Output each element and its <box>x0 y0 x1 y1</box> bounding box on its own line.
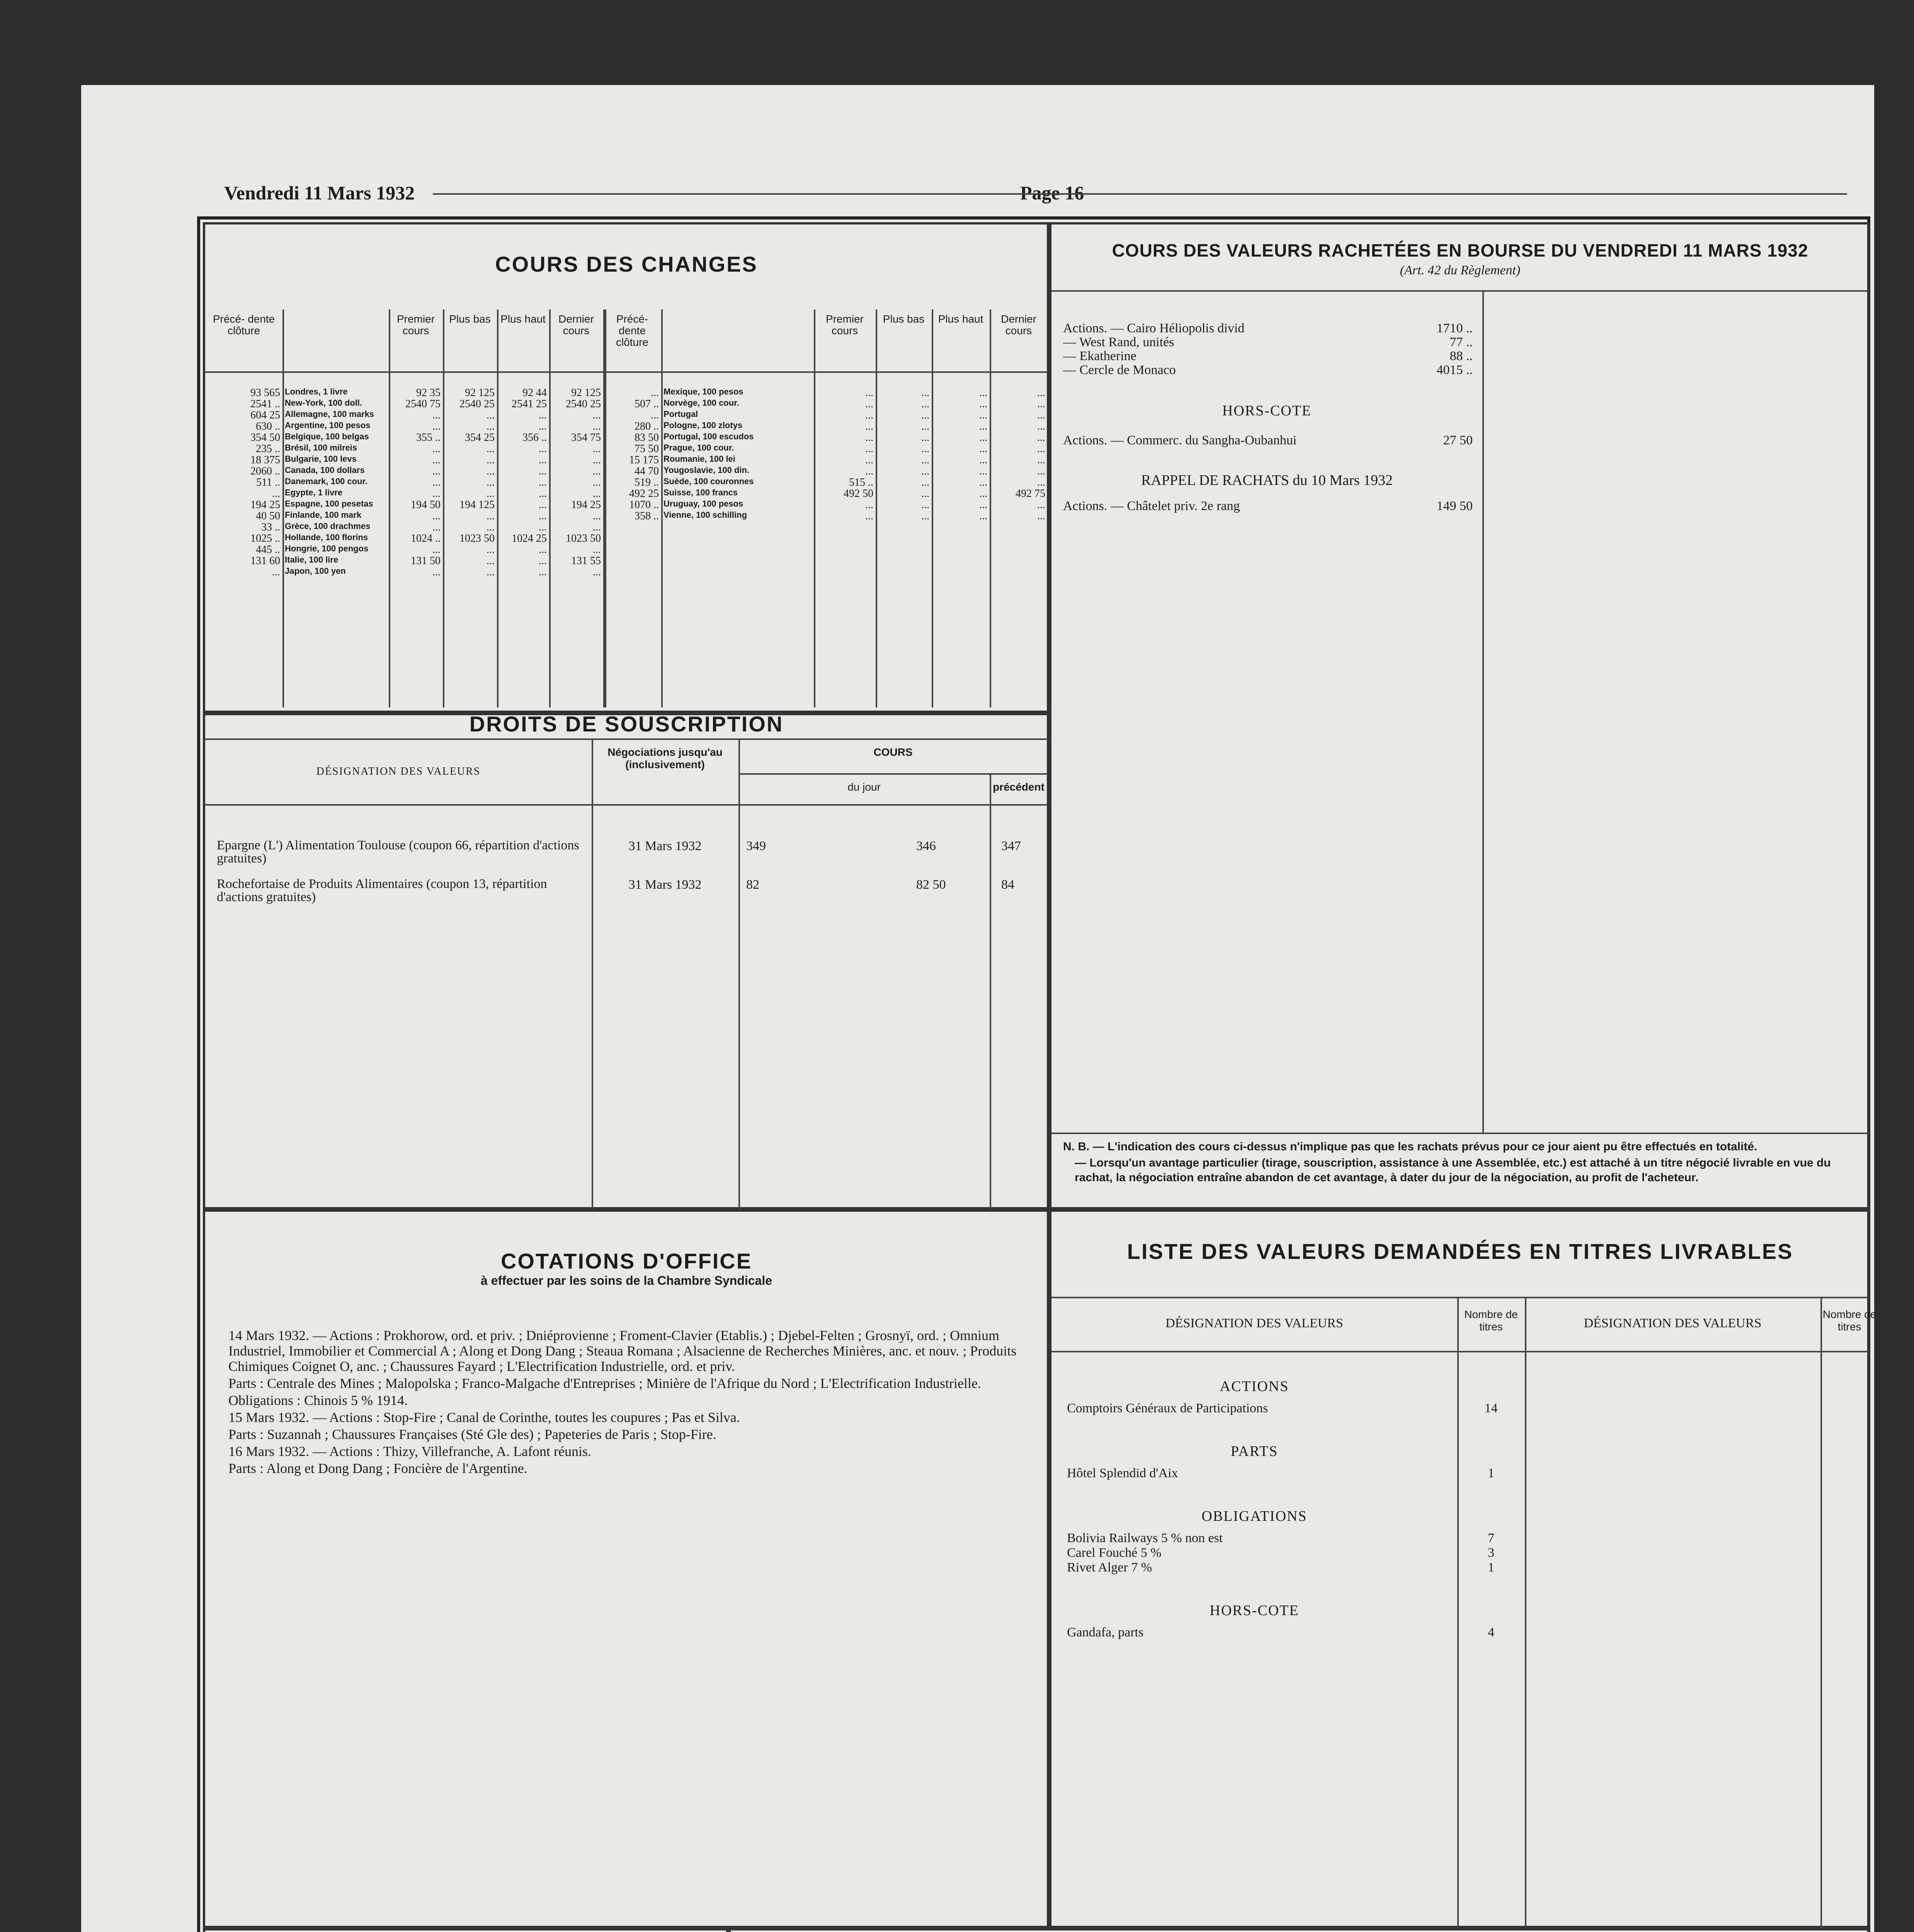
rate-cell: ... <box>539 420 547 432</box>
rate-cell: ... <box>865 443 873 455</box>
currency-name: Grèce, 100 drachmes <box>285 521 371 531</box>
rate-cell: 44 70 <box>635 465 659 477</box>
rate-cell: ... <box>593 409 601 421</box>
changes-title: COURS DES CHANGES <box>495 252 758 276</box>
rate-cell: ... <box>979 432 987 444</box>
rate-cell: ... <box>979 454 987 466</box>
rate-cell: ... <box>921 465 929 477</box>
livrables-count: 4 <box>1488 1625 1494 1639</box>
rate-cell: ... <box>272 488 280 500</box>
rachat-label: — Cercle de Monaco <box>1063 363 1176 377</box>
rate-cell: 75 50 <box>635 443 659 455</box>
rate-cell: ... <box>921 387 929 399</box>
rachats-hc-label: Actions. — Commerc. du Sangha-Oubanhui <box>1063 433 1297 447</box>
rate-cell: 1024 .. <box>411 532 441 544</box>
rachat-value: 4015 .. <box>1436 363 1473 377</box>
rate-cell: 235 .. <box>256 443 280 455</box>
souscription-date: 31 Mars 1932 <box>628 839 702 853</box>
rate-cell: ... <box>539 544 547 556</box>
rate-cell: 356 .. <box>522 432 547 444</box>
rate-cell: ... <box>1037 476 1045 488</box>
column-rule <box>932 310 933 707</box>
masthead-rule <box>433 193 1847 195</box>
rate-cell: 194 50 <box>411 499 441 511</box>
rate-cell: ... <box>921 510 929 522</box>
currency-name: Finlande, 100 mark <box>285 510 362 520</box>
rate-cell: ... <box>865 454 873 466</box>
rate-cell: ... <box>865 387 873 399</box>
livrables-name: Bolivia Railways 5 % non est <box>1067 1531 1223 1545</box>
changes-col-header: Précé- dente clôture <box>213 313 275 337</box>
rate-cell: 194 25 <box>571 499 601 511</box>
rate-cell: ... <box>432 465 441 477</box>
rate-cell: ... <box>432 476 441 488</box>
rachats-title: COURS DES VALEURS RACHETÉES EN BOURSE DU VENDREDI 11 MARS 1932 <box>1112 240 1809 260</box>
souscription-precedent: 84 <box>1001 878 1014 892</box>
rate-cell: 358 .. <box>635 510 659 522</box>
rachat-line <box>1063 363 1473 378</box>
rachats-rappel-value: 149 50 <box>1436 499 1473 513</box>
livrables-count: 14 <box>1484 1401 1498 1415</box>
rate-cell: ... <box>539 555 547 567</box>
livrables-header-nombre: Nombre de titres <box>1464 1308 1518 1333</box>
rate-cell: ... <box>651 409 659 421</box>
column-rule <box>497 310 498 707</box>
rate-cell: ... <box>1037 420 1045 432</box>
rachat-line <box>1063 335 1473 350</box>
livrables-box <box>1049 1209 1877 1928</box>
rachat-value: 88 .. <box>1450 349 1473 363</box>
rachat-line <box>1063 349 1473 364</box>
rate-cell: 1025 .. <box>250 532 280 544</box>
changes-col-header <box>661 310 814 313</box>
rate-cell: ... <box>979 476 987 488</box>
rate-cell: 492 25 <box>629 488 659 500</box>
rate-cell: 40 50 <box>256 510 280 522</box>
header-rule <box>205 371 1048 373</box>
rate-cell: ... <box>593 420 601 432</box>
rate-cell: 280 .. <box>635 420 659 432</box>
rate-cell: ... <box>921 454 929 466</box>
rate-cell: ... <box>432 409 441 421</box>
souscription-header-negociations: Négociations jusqu'au (inclusivement) <box>607 746 723 770</box>
livrables-section: ACTIONS <box>1220 1378 1289 1395</box>
column-rule <box>282 310 284 707</box>
currency-name: Argentine, 100 pesos <box>285 420 371 430</box>
livrables-count: 1 <box>1488 1466 1494 1480</box>
rate-cell: ... <box>865 420 873 432</box>
rate-cell: ... <box>487 521 495 533</box>
changes-col-header: Plus bas <box>449 313 491 325</box>
livrables-section: HORS-COTE <box>1210 1602 1299 1619</box>
rate-cell: ... <box>979 398 987 410</box>
rachats-hc-value: 27 50 <box>1443 433 1473 447</box>
currency-name: Londres, 1 livre <box>285 387 348 396</box>
livrables-section: OBLIGATIONS <box>1201 1508 1307 1524</box>
masthead <box>224 182 1847 205</box>
rate-cell: 515 .. <box>849 476 873 488</box>
office-paragraphs <box>228 1328 1032 1478</box>
rate-cell: ... <box>651 387 659 399</box>
changes-box <box>203 222 1049 713</box>
column-rule <box>814 310 815 707</box>
rate-cell: ... <box>979 409 987 421</box>
column-rule <box>990 310 991 707</box>
rate-cell: ... <box>1037 432 1045 444</box>
rate-cell: 92 35 <box>416 387 441 399</box>
livrables-header-designation-2: DÉSIGNATION DES VALEURS <box>1584 1316 1762 1330</box>
rate-cell: 1023 50 <box>459 532 495 544</box>
rate-cell: ... <box>1037 443 1045 455</box>
souscription-header-cours: COURS <box>873 746 913 758</box>
rate-cell: 2540 75 <box>405 398 441 410</box>
rate-cell: 92 125 <box>465 387 495 399</box>
rate-cell: 131 50 <box>411 555 441 567</box>
currency-name: Japon, 100 yen <box>285 566 346 576</box>
rate-cell: 33 .. <box>261 521 280 533</box>
rate-cell: ... <box>539 409 547 421</box>
rate-cell: ... <box>921 432 929 444</box>
rate-cell: 2540 25 <box>459 398 495 410</box>
livrables-count: 1 <box>1488 1560 1494 1575</box>
rate-cell: 492 50 <box>844 488 873 500</box>
office-paragraph: 14 Mars 1932. — Actions : Prokhorow, ord. et priv. ; Dniéprovienne ; Froment-Clavier (Etablis.) ; Djebel-Felten ; Grosnyï, ord. ; Omnium Industriel, Immobilier et Commercial A ; Along et Dong Dang ; Steaua Romana ; Alsacienne de Recherches Minières, anc. et nouv. ; Produits Chimiques Coignet O, anc. ; Chaussures Fayard ; L'Electrification Industrielle, ord. et priv. <box>228 1328 1017 1374</box>
rate-cell: 194 125 <box>459 499 495 511</box>
souscription-header-designation: DÉSIGNATION DES VALEURS <box>316 765 481 777</box>
office-paragraph: 16 Mars 1932. — Actions : Thizy, Villefranche, A. Lafont réunis. <box>228 1444 592 1459</box>
currency-name: Vienne, 100 schilling <box>664 510 747 520</box>
rate-cell: 354 75 <box>571 432 601 444</box>
issue-date: Vendredi 11 Mars 1932 <box>224 182 415 204</box>
rate-cell: 131 55 <box>571 555 601 567</box>
demandees-box <box>728 1928 1870 1932</box>
currency-name: Hongrie, 100 pengos <box>285 544 369 553</box>
rate-cell: ... <box>979 510 987 522</box>
rate-cell: ... <box>539 476 547 488</box>
rate-cell: 445 .. <box>256 544 280 556</box>
livrables-name: Rivet Alger 7 % <box>1067 1560 1152 1575</box>
livrables-title: LISTE DES VALEURS DEMANDÉES EN TITRES LIVRABLES <box>1127 1239 1793 1264</box>
livrables-name: Gandafa, parts <box>1067 1625 1144 1639</box>
rate-cell: ... <box>487 420 495 432</box>
rate-cell: ... <box>487 544 495 556</box>
rate-cell: ... <box>979 420 987 432</box>
rate-cell: 492 75 <box>1016 488 1045 500</box>
column-rule <box>389 310 390 707</box>
office-paragraph: Parts : Centrale des Mines ; Malopolska ; Franco-Malgache d'Entreprises ; Minière de l'Afrique du Nord ; L'Electrification Industrielle. <box>228 1376 981 1391</box>
rate-cell: ... <box>539 454 547 466</box>
rate-cell: ... <box>865 465 873 477</box>
rate-cell: ... <box>432 443 441 455</box>
rate-cell: ... <box>1037 510 1045 522</box>
office-paragraph: Obligations : Chinois 5 % 1914. <box>228 1393 408 1408</box>
changes-col-header <box>282 310 389 313</box>
rate-cell: ... <box>539 499 547 511</box>
rate-cell: ... <box>979 387 987 399</box>
livrables-name: Comptoirs Généraux de Participations <box>1067 1401 1268 1415</box>
changes-col-header: Plus bas <box>883 313 925 325</box>
column-rule <box>549 310 551 707</box>
rate-cell: ... <box>593 443 601 455</box>
livrables-header-designation: DÉSIGNATION DES VALEURS <box>1165 1316 1343 1330</box>
currency-name: Italie, 100 lire <box>285 555 339 565</box>
rachats-hc-line <box>1063 433 1473 448</box>
rate-cell: ... <box>1037 465 1045 477</box>
rate-cell: ... <box>539 465 547 477</box>
rate-cell: ... <box>487 465 495 477</box>
livrables-header-nombre-2: Nombre de titres <box>1822 1308 1877 1333</box>
page-number: Page 16 <box>1020 182 1084 204</box>
rate-cell: 2541 25 <box>512 398 547 410</box>
column-rule <box>661 310 663 707</box>
rate-cell: ... <box>593 465 601 477</box>
currency-name: Danemark, 100 cour. <box>285 476 368 486</box>
livrables-name: Carel Fouché 5 % <box>1067 1546 1162 1560</box>
rate-cell: ... <box>921 476 929 488</box>
currency-name: Espagne, 100 pesetas <box>285 499 373 509</box>
souscription-cours-2: 346 <box>916 839 936 853</box>
rate-cell: ... <box>487 566 495 578</box>
rappels-box <box>203 1928 728 1932</box>
rate-cell: ... <box>432 566 441 578</box>
rachat-label: — Ekatherine <box>1063 349 1136 363</box>
rate-cell: ... <box>539 566 547 578</box>
rate-cell: ... <box>539 488 547 500</box>
rate-cell: ... <box>921 488 929 500</box>
rate-cell: ... <box>979 443 987 455</box>
office-paragraph: 15 Mars 1932. — Actions : Stop-Fire ; Canal de Corinthe, toutes les coupures ; Pas et Silva. <box>228 1410 740 1425</box>
rate-cell: ... <box>1037 499 1045 511</box>
changes-col-header: Premier cours <box>825 313 864 337</box>
currency-name: Bulgarie, 100 levs <box>285 454 357 464</box>
currency-name: Norvège, 100 cour. <box>664 398 739 408</box>
currency-name: Portugal, 100 escudos <box>664 432 754 441</box>
souscription-cours-1: 82 <box>746 878 759 892</box>
rate-cell: ... <box>1037 387 1045 399</box>
rate-cell: 93 565 <box>250 387 280 399</box>
rachat-label: — West Rand, unités <box>1063 335 1174 349</box>
rate-cell: 18 375 <box>250 454 280 466</box>
rate-cell: ... <box>593 510 601 522</box>
changes-col-header: Plus haut <box>500 313 546 325</box>
rate-cell: ... <box>593 454 601 466</box>
rate-cell: 92 44 <box>522 387 547 399</box>
rachats-box <box>1049 222 1870 1209</box>
souscription-header-dujour: du jour <box>847 781 881 793</box>
currency-name: New-York, 100 doll. <box>285 398 362 408</box>
souscription-cours-1: 349 <box>746 839 766 853</box>
rate-cell: 354 25 <box>465 432 495 444</box>
rate-cell: 2540 25 <box>566 398 601 410</box>
office-paragraph: Parts : Along et Dong Dang ; Foncière de l'Argentine. <box>228 1461 527 1476</box>
rate-cell: ... <box>539 510 547 522</box>
rate-cell: ... <box>487 476 495 488</box>
currency-name: Mexique, 100 pesos <box>664 387 743 396</box>
currency-name: Uruguay, 100 pesos <box>664 499 743 509</box>
rate-cell: 2060 .. <box>250 465 280 477</box>
changes-col-header: Dernier cours <box>558 313 594 337</box>
rate-cell: 519 .. <box>635 476 659 488</box>
currency-name: Egypte, 1 livre <box>285 488 343 497</box>
rachats-nb-2: — Lorsqu'un avantage particulier (tirage, souscription, assistance à une Assemblée, etc.) est attaché à un titre négocié livrable en vue du rachat, la négociation entraîne abandon de cet avantage, à dater du jour de la négociation, au profit de l'acheteur. <box>1075 1156 1831 1184</box>
currency-name: Suède, 100 couronnes <box>664 476 754 486</box>
souscription-date: 31 Mars 1932 <box>628 878 702 892</box>
rate-cell: ... <box>979 465 987 477</box>
rate-cell: ... <box>593 488 601 500</box>
rate-cell: ... <box>432 454 441 466</box>
currency-name: Roumanie, 100 lei <box>664 454 735 464</box>
rate-cell: 354 50 <box>250 432 280 444</box>
rate-cell: 15 175 <box>629 454 659 466</box>
currency-name: Hollande, 100 florins <box>285 532 368 542</box>
rate-cell: ... <box>865 432 873 444</box>
rachats-rappel: RAPPEL DE RACHATS du 10 Mars 1932 <box>1141 472 1393 488</box>
changes-col-header: Dernier cours <box>1001 313 1036 337</box>
livrables-count: 7 <box>1488 1531 1494 1545</box>
rachats-subtitle: (Art. 42 du Règlement) <box>1400 263 1521 277</box>
currency-name: Canada, 100 dollars <box>285 465 365 475</box>
souscription-name: Epargne (L') Alimentation Toulouse (coupon 66, répartition d'actions gratuites) <box>217 838 579 866</box>
rachats-rappel-label: Actions. — Châtelet priv. 2e rang <box>1063 499 1240 513</box>
rate-cell: ... <box>272 566 280 578</box>
column-rule <box>876 310 877 707</box>
rate-cell: ... <box>979 488 987 500</box>
rachat-label: Actions. — Cairo Héliopolis divid <box>1063 321 1245 335</box>
rate-cell: ... <box>1037 454 1045 466</box>
rachat-value: 1710 .. <box>1436 321 1473 335</box>
rate-cell: ... <box>432 420 441 432</box>
office-subtitle: à effectuer par les soins de la Chambre Syndicale <box>480 1274 772 1287</box>
office-box <box>203 1209 1049 1928</box>
souscription-precedent: 347 <box>1001 839 1021 853</box>
rate-cell: ... <box>432 544 441 556</box>
rate-cell: ... <box>921 443 929 455</box>
rate-cell: ... <box>979 499 987 511</box>
rate-cell: ... <box>487 454 495 466</box>
changes-table <box>205 310 1048 707</box>
currency-name: Allemagne, 100 marks <box>285 409 374 419</box>
changes-col-header: Premier cours <box>396 313 435 337</box>
souscription-cours-2: 82 50 <box>916 878 946 892</box>
currency-name: Brésil, 100 milreis <box>285 443 357 452</box>
currency-name: Belgique, 100 belgas <box>285 432 369 441</box>
rate-cell: ... <box>487 488 495 500</box>
rate-cell: ... <box>865 499 873 511</box>
changes-col-header: Précé- dente clôture <box>616 313 649 348</box>
office-title: COTATIONS D'OFFICE <box>500 1249 752 1273</box>
currency-name: Portugal <box>664 409 698 419</box>
rate-cell: ... <box>921 499 929 511</box>
rate-cell: ... <box>921 398 929 410</box>
rachats-rappel-line <box>1063 499 1473 514</box>
rate-cell: ... <box>432 488 441 500</box>
currency-name: Suisse, 100 francs <box>664 488 738 497</box>
rate-cell: 1023 50 <box>566 532 601 544</box>
rate-cell: 604 25 <box>250 409 280 421</box>
rachats-hors-cote: HORS-COTE <box>1222 403 1312 419</box>
rate-cell: ... <box>593 566 601 578</box>
rate-cell: 355 .. <box>416 432 441 444</box>
rate-cell: ... <box>865 510 873 522</box>
rate-cell: ... <box>1037 409 1045 421</box>
changes-col-header: Plus haut <box>938 313 983 325</box>
currency-name: Pologne, 100 zlotys <box>664 420 743 430</box>
rate-cell: ... <box>432 521 441 533</box>
rate-cell: ... <box>593 544 601 556</box>
rate-cell: 1024 25 <box>512 532 547 544</box>
souscription-title: DROITS DE SOUSCRIPTION <box>469 712 784 736</box>
rate-cell: ... <box>921 420 929 432</box>
rate-cell: ... <box>1037 398 1045 410</box>
rate-cell: ... <box>487 555 495 567</box>
rate-cell: 2541 .. <box>250 398 280 410</box>
souscription-box <box>203 713 1049 1209</box>
rate-cell: ... <box>487 443 495 455</box>
rate-cell: ... <box>865 409 873 421</box>
rate-cell: ... <box>487 409 495 421</box>
rate-cell: 630 .. <box>256 420 280 432</box>
rate-cell: ... <box>539 443 547 455</box>
rate-cell: 92 125 <box>571 387 601 399</box>
rate-cell: ... <box>593 476 601 488</box>
rate-cell: ... <box>539 521 547 533</box>
rate-cell: ... <box>921 409 929 421</box>
column-rule <box>443 310 444 707</box>
souscription-header-precedent: précédent <box>993 781 1045 793</box>
rate-cell: ... <box>593 521 601 533</box>
currency-name: Prague, 100 cour. <box>664 443 734 452</box>
rate-cell: 511 .. <box>256 476 280 488</box>
rate-cell: 1070 .. <box>629 499 659 511</box>
rate-cell: 194 25 <box>250 499 280 511</box>
rachat-line <box>1063 321 1473 336</box>
rate-cell: 507 .. <box>635 398 659 410</box>
rate-cell: ... <box>432 510 441 522</box>
souscription-name: Rochefortaise de Produits Alimentaires (coupon 13, répartition d'actions gratuites) <box>217 877 547 904</box>
rate-cell: ... <box>865 398 873 410</box>
livrables-count: 3 <box>1488 1546 1494 1560</box>
currency-name: Yougoslavie, 100 din. <box>664 465 750 475</box>
livrables-section: PARTS <box>1230 1443 1278 1459</box>
rate-cell: ... <box>487 510 495 522</box>
rate-cell: 83 50 <box>635 432 659 444</box>
office-paragraph: Parts : Suzannah ; Chaussures Françaises (Sté Gle des) ; Papeteries de Paris ; Stop-Fire. <box>228 1427 716 1442</box>
rachat-value: 77 .. <box>1450 335 1473 349</box>
rate-cell: 131 60 <box>250 555 280 567</box>
livrables-name: Hôtel Splendid d'Aix <box>1067 1466 1178 1480</box>
rachats-nb-1: N. B. — L'indication des cours ci-dessus n'implique pas que les rachats prévus pour ce jour aient pu être effectués en totalité. <box>1063 1140 1757 1153</box>
